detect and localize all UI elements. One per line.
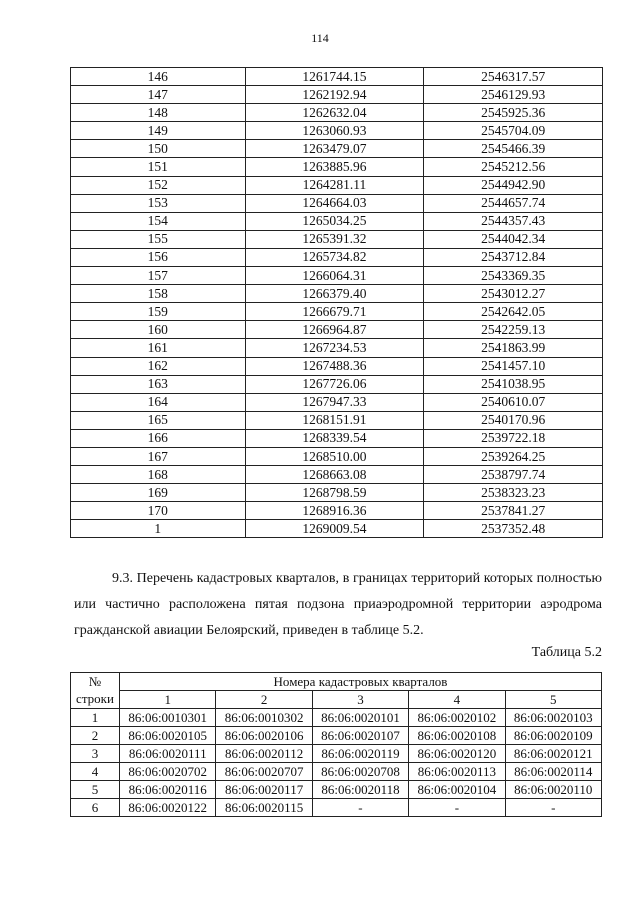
- cadastral-number: 86:06:0010302: [216, 709, 312, 727]
- cadastral-number: 86:06:0020109: [505, 727, 601, 745]
- column-number: 5: [505, 691, 601, 709]
- table-row: [71, 176, 603, 194]
- coordinate-y: 2542259.13: [424, 321, 603, 339]
- coordinate-x: 1268151.91: [245, 411, 424, 429]
- cadastral-number: 86:06:0020104: [409, 781, 505, 799]
- header-row-number: [71, 673, 120, 691]
- point-number: 170: [71, 502, 246, 520]
- cadastral-number: 86:06:0020118: [312, 781, 408, 799]
- coordinate-x: 1265034.25: [245, 212, 424, 230]
- table-row: [71, 799, 602, 817]
- table-row: [71, 745, 602, 763]
- table-row: [71, 520, 603, 538]
- table-row: [71, 709, 602, 727]
- coordinate-y: 2538323.23: [424, 484, 603, 502]
- column-number: 4: [409, 691, 505, 709]
- point-number: 149: [71, 122, 246, 140]
- point-number: 165: [71, 411, 246, 429]
- table-row: [71, 194, 603, 212]
- cadastral-number: 86:06:0020114: [505, 763, 601, 781]
- row-number: 3: [71, 745, 120, 763]
- coordinate-x: 1262192.94: [245, 86, 424, 104]
- point-number: 161: [71, 339, 246, 357]
- point-number: 164: [71, 393, 246, 411]
- table-row: [71, 411, 603, 429]
- point-number: 158: [71, 285, 246, 303]
- coordinate-y: 2539264.25: [424, 447, 603, 465]
- point-number: 151: [71, 158, 246, 176]
- table-row: [71, 781, 602, 799]
- table-row: [71, 447, 603, 465]
- coordinate-y: 2540170.96: [424, 411, 603, 429]
- column-number: 3: [312, 691, 408, 709]
- table-row: [71, 104, 603, 122]
- coordinate-x: 1266064.31: [245, 267, 424, 285]
- column-number: 1: [120, 691, 216, 709]
- coordinate-y: 2546317.57: [424, 68, 603, 86]
- cadastral-number: 86:06:0020121: [505, 745, 601, 763]
- coordinate-y: 2543369.35: [424, 267, 603, 285]
- page-number: 114: [311, 31, 329, 45]
- table-row: [71, 68, 603, 86]
- coordinate-y: 2544942.90: [424, 176, 603, 194]
- table-row: [71, 303, 603, 321]
- coordinate-y: 2538797.74: [424, 466, 603, 484]
- coordinate-y: 2537352.48: [424, 520, 603, 538]
- point-number: 157: [71, 267, 246, 285]
- row-number: 1: [71, 709, 120, 727]
- coordinate-y: 2545212.56: [424, 158, 603, 176]
- point-number: 146: [71, 68, 246, 86]
- table-row: [71, 484, 603, 502]
- point-number: 159: [71, 303, 246, 321]
- table-row: [71, 429, 603, 447]
- coordinate-y: 2539722.18: [424, 429, 603, 447]
- coordinate-y: 2546129.93: [424, 86, 603, 104]
- coordinate-x: 1267726.06: [245, 375, 424, 393]
- cadastral-number: 86:06:0020111: [120, 745, 216, 763]
- table-row: [71, 763, 602, 781]
- table-row: [71, 285, 603, 303]
- coordinate-x: 1268798.59: [245, 484, 424, 502]
- table-row: [71, 212, 603, 230]
- table-row: [71, 727, 602, 745]
- coordinate-x: 1268339.54: [245, 429, 424, 447]
- point-number: 148: [71, 104, 246, 122]
- table-row: [71, 158, 603, 176]
- table-caption: Таблица 5.2: [531, 645, 602, 660]
- cadastral-number: -: [312, 799, 408, 817]
- cadastral-number: 86:06:0020116: [120, 781, 216, 799]
- cadastral-number: 86:06:0020707: [216, 763, 312, 781]
- coordinate-x: 1264664.03: [245, 194, 424, 212]
- header-title: Номера кадастровых кварталов: [120, 673, 602, 691]
- coordinate-y: 2541863.99: [424, 339, 603, 357]
- cadastral-table: [70, 672, 602, 817]
- cadastral-number: 86:06:0020103: [505, 709, 601, 727]
- cadastral-number: 86:06:0010301: [120, 709, 216, 727]
- coordinate-x: 1267488.36: [245, 357, 424, 375]
- cadastral-number: 86:06:0020113: [409, 763, 505, 781]
- coordinate-y: 2542642.05: [424, 303, 603, 321]
- coordinate-x: 1265734.82: [245, 248, 424, 266]
- table-row: [71, 339, 603, 357]
- table-row: [71, 230, 603, 248]
- cadastral-number: 86:06:0020110: [505, 781, 601, 799]
- table-row: [71, 86, 603, 104]
- point-number: 160: [71, 321, 246, 339]
- row-number: 5: [71, 781, 120, 799]
- cadastral-number: 86:06:0020117: [216, 781, 312, 799]
- coordinate-x: 1266679.71: [245, 303, 424, 321]
- cadastral-number: 86:06:0020102: [409, 709, 505, 727]
- point-number: 166: [71, 429, 246, 447]
- cadastral-number: 86:06:0020106: [216, 727, 312, 745]
- coordinate-y: 2543012.27: [424, 285, 603, 303]
- coordinate-y: 2544042.34: [424, 230, 603, 248]
- coordinate-x: 1262632.04: [245, 104, 424, 122]
- cadastral-number: 86:06:0020115: [216, 799, 312, 817]
- point-number: 162: [71, 357, 246, 375]
- coordinate-y: 2544657.74: [424, 194, 603, 212]
- cadastral-number: 86:06:0020107: [312, 727, 408, 745]
- table-row: [71, 502, 603, 520]
- coordinate-x: 1263479.07: [245, 140, 424, 158]
- table-row: [71, 393, 603, 411]
- coordinate-y: 2541038.95: [424, 375, 603, 393]
- cadastral-number: 86:06:0020119: [312, 745, 408, 763]
- table-row: [71, 466, 603, 484]
- coordinate-y: 2541457.10: [424, 357, 603, 375]
- point-number: 168: [71, 466, 246, 484]
- table-row: [71, 321, 603, 339]
- coordinate-x: 1268916.36: [245, 502, 424, 520]
- point-number: 169: [71, 484, 246, 502]
- cadastral-number: 86:06:0020112: [216, 745, 312, 763]
- coordinate-x: 1266964.87: [245, 321, 424, 339]
- table-row: [71, 140, 603, 158]
- table-row: [71, 375, 603, 393]
- header-no-symbol: №: [88, 673, 102, 689]
- row-number: 4: [71, 763, 120, 781]
- coordinate-x: 1261744.15: [245, 68, 424, 86]
- cadastral-number: 86:06:0020122: [120, 799, 216, 817]
- column-number: 2: [216, 691, 312, 709]
- point-number: 163: [71, 375, 246, 393]
- coordinate-y: 2537841.27: [424, 502, 603, 520]
- section-paragraph: 9.3. Перечень кадастровых кварталов, в границах территорий которых полностью или частично расположена пятая подзона приаэродромной территории аэродрома гражданской авиации Белоярский, приведен в таблице 5.2.: [74, 571, 602, 638]
- point-number: 153: [71, 194, 246, 212]
- table-row: [71, 248, 603, 266]
- point-number: 152: [71, 176, 246, 194]
- point-number: 147: [71, 86, 246, 104]
- coordinate-x: 1267234.53: [245, 339, 424, 357]
- coordinate-x: 1263885.96: [245, 158, 424, 176]
- coordinates-table: [70, 67, 603, 538]
- cadastral-number: 86:06:0020105: [120, 727, 216, 745]
- coordinate-x: 1264281.11: [245, 176, 424, 194]
- cadastral-number: -: [409, 799, 505, 817]
- header-row-label: строки: [71, 691, 120, 709]
- coordinate-x: 1263060.93: [245, 122, 424, 140]
- table-row: [71, 267, 603, 285]
- cadastral-number: 86:06:0020108: [409, 727, 505, 745]
- row-number: 6: [71, 799, 120, 817]
- coordinate-x: 1269009.54: [245, 520, 424, 538]
- coordinate-x: 1267947.33: [245, 393, 424, 411]
- coordinate-y: 2545925.36: [424, 104, 603, 122]
- point-number: 154: [71, 212, 246, 230]
- point-number: 155: [71, 230, 246, 248]
- coordinate-y: 2545704.09: [424, 122, 603, 140]
- point-number: 156: [71, 248, 246, 266]
- point-number: 150: [71, 140, 246, 158]
- coordinate-x: 1265391.32: [245, 230, 424, 248]
- coordinate-x: 1268510.00: [245, 447, 424, 465]
- cadastral-number: 86:06:0020708: [312, 763, 408, 781]
- coordinate-y: 2540610.07: [424, 393, 603, 411]
- point-number: 1: [71, 520, 246, 538]
- coordinate-y: 2543712.84: [424, 248, 603, 266]
- coordinate-x: 1268663.08: [245, 466, 424, 484]
- cadastral-number: 86:06:0020101: [312, 709, 408, 727]
- coordinate-x: 1266379.40: [245, 285, 424, 303]
- point-number: 167: [71, 447, 246, 465]
- coordinate-y: 2545466.39: [424, 140, 603, 158]
- table-row: [71, 357, 603, 375]
- cadastral-number: 86:06:0020120: [409, 745, 505, 763]
- row-number: 2: [71, 727, 120, 745]
- table-row: [71, 122, 603, 140]
- cadastral-number: -: [505, 799, 601, 817]
- coordinate-y: 2544357.43: [424, 212, 603, 230]
- cadastral-number: 86:06:0020702: [120, 763, 216, 781]
